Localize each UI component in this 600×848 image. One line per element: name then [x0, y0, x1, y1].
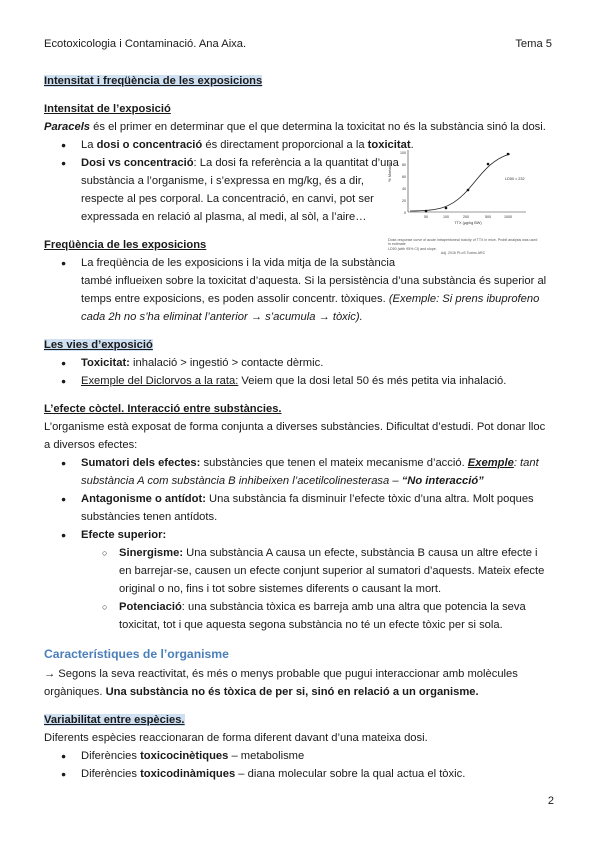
- figure-caption: Dose-response curve of acute intraperitoneal toxicity of TTX in mice. Probit analysis was used to estimate LD50 (with 95% CI) and slope. Adj. 2016 PLoS Toxins ARC: [388, 238, 538, 256]
- subheading-frequency: Freqüència de les exposicions: [44, 239, 207, 251]
- data-point: [445, 207, 448, 210]
- list-item-potentiation: ○ Potenciació: una substància tòxica es barreja amb una altra que potencia la seva toxicitat, tot i que aquesta segona substància no té un efecte tòxic per si sola.: [44, 598, 549, 634]
- y-tick: 40: [402, 187, 406, 191]
- dose-response-curve: [410, 154, 510, 211]
- x-tick: 200: [463, 215, 469, 219]
- x-tick: 500: [485, 215, 491, 219]
- list-item-synergism: ○ Sinergisme: Una substància A causa un efecte, substància B causa un altre efecte i en barrejar-se, causen un efecte conjunt superior al sumatori d’aquests. Mateix efecte original o no, fins i tot sobre sistemes diferents o causant la mort.: [44, 544, 549, 598]
- header-title: Ecotoxicologia i Contaminació. Ana Aixa.: [44, 38, 247, 50]
- paragraph-variability: Diferents espècies reaccionaran de forma diferent davant d’una mateixa dosi.: [44, 732, 428, 744]
- list-item-summation: ● Sumatori dels efectes: substàncies que tenen el mateix mecanisme d’acció. Exemple: tant substància A com substància B inhibeixen l’acetilcolinesterasa – “No interacció”: [44, 454, 549, 490]
- curve-label: LD50 ≈ 232: [505, 177, 525, 181]
- paragraph-paracels: Paracels és el primer en determinar que el que determina la toxicitat no és la substància sinó la dosi.: [44, 121, 546, 133]
- list-item-dichlorvos: ● Exemple del Diclorvos a la rata: Veiem que la dosi letal 50 és més petita via inhalació.: [44, 372, 549, 390]
- y-tick: 80: [402, 163, 406, 167]
- header-topic: Tema 5: [515, 38, 552, 50]
- x-tick: 1000: [504, 215, 512, 219]
- data-point: [467, 189, 470, 192]
- dose-response-figure: [388, 142, 538, 256]
- list-item-antagonism: ● Antagonisme o antídot: Una substància fa disminuir l’efecte tòxic d’una altra. Molt poques substàncies tenen antídots.: [44, 490, 549, 526]
- y-tick: 0: [404, 211, 406, 215]
- subheading-intensity: Intensitat de l’exposició: [44, 103, 171, 115]
- paragraph-cocktail: L’organisme està exposat de forma conjunta a diverses substàncies. Dificultat d’estudi. Pot donar lloc a diversos efectes:: [44, 421, 546, 451]
- section-title-cocktail: L’efecte còctel. Interacció entre substàncies.: [44, 403, 282, 415]
- x-tick: 100: [443, 215, 449, 219]
- dose-response-chart: [388, 142, 538, 232]
- y-tick: 100: [400, 151, 406, 155]
- list-item-superior-effect: ● Efecte superior:: [44, 526, 549, 544]
- x-tick: 50: [424, 215, 428, 219]
- y-tick: 60: [402, 175, 406, 179]
- list-item-toxicity-routes: ● Toxicitat: inhalació > ingestió > contacte dèrmic.: [44, 354, 549, 372]
- y-tick: 20: [402, 199, 406, 203]
- list-item-toxicodynamic: ● Diferències toxicodinàmiques – diana molecular sobre la qual actua el tòxic.: [44, 765, 549, 783]
- section-title-intensity: Intensitat i freqüència de les exposicions: [44, 75, 263, 87]
- list-item-dose: ● La dosi o concentració és directament proporcional a la toxicitat.: [44, 136, 549, 154]
- section-title-variability: Variabilitat entre espècies.: [44, 714, 185, 726]
- data-point: [507, 153, 510, 156]
- list-item-frequency: ● La freqüència de les exposicions i la vida mitja de la substància també influeixen sobre la toxicitat d’aquesta. Si la persistència d’una substància és superior al temps entre exposicions, es poden assolir concentr. tòxiques. (Exemple: Si prens ibuprofeno cada 2h no s’ha eliminat l’anterior → s’acumula → tòxic).: [44, 254, 549, 326]
- section-title-routes: Les vies d’exposició: [44, 339, 153, 351]
- chart-y-label: Mortality: [388, 162, 392, 178]
- data-point: [425, 210, 428, 213]
- section-title-organism: Característiques de l’organisme: [44, 647, 229, 661]
- paragraph-organism: → Segons la seva reactivitat, és més o menys probable que pugui interaccionar amb molècules orgàniques. Una substància no és tòxica de per si, sinó en relació a un organisme.: [44, 668, 518, 698]
- chart-x-label: TTX (µg/kg BW): [454, 221, 482, 225]
- data-point: [487, 163, 490, 166]
- list-item-toxicokinetic: ● Diferències toxicocinètiques – metabolisme: [44, 747, 549, 765]
- list-item-dose-vs-concentration: ● Dosi vs concentració: La dosi fa referència a la quantitat d’una substància a l’organisme, i s’expressa en mg/kg, és a dir, respecte al pes corporal. La concentració, en canvi, pot ser expressada en relació al plasma, al medi, al sòl, a l’aire…: [44, 154, 399, 226]
- page-number: 2: [547, 795, 554, 807]
